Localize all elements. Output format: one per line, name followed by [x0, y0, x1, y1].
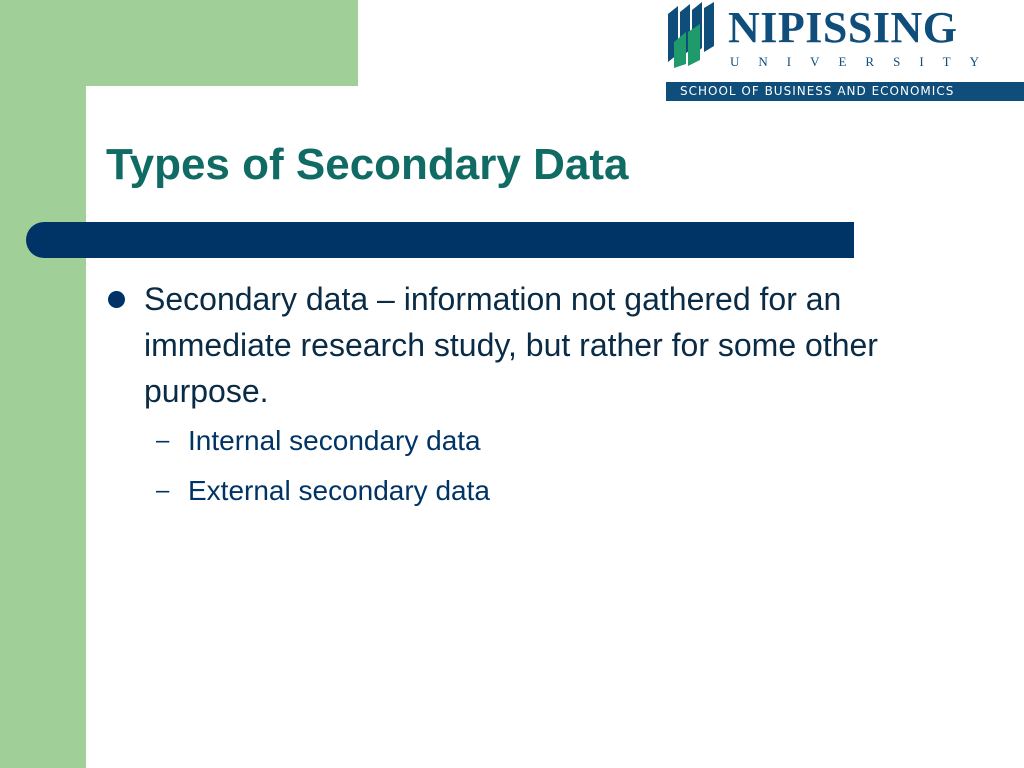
logo-university-text: UNIVERSITY [730, 54, 998, 69]
logo-school-banner: SCHOOL OF BUSINESS AND ECONOMICS [666, 82, 1024, 101]
title-divider-bar [26, 222, 854, 258]
logo-wordmark: NIPISSING [728, 3, 958, 52]
dash-icon: – [156, 477, 170, 504]
slide-body [106, 276, 926, 516]
sub-bullet-item [106, 416, 926, 466]
slide-title: Types of Secondary Data [106, 140, 629, 189]
rounded-corner [86, 86, 146, 146]
sub-bullet-item [106, 466, 926, 516]
nipissing-emblem-icon [666, 2, 718, 68]
bullet-dot-icon [108, 291, 125, 308]
bullet-text: Secondary data – information not gathered for an immediate research study, but rather for some other purpose. [144, 281, 878, 409]
sub-bullet-text: External secondary data [188, 475, 490, 506]
bullet-item [106, 276, 924, 414]
sub-bullet-list [106, 416, 926, 516]
university-logo [666, 0, 1024, 102]
top-accent-block [0, 0, 358, 86]
dash-icon: – [156, 427, 170, 454]
left-accent-strip [0, 0, 86, 768]
sub-bullet-text: Internal secondary data [188, 425, 481, 456]
